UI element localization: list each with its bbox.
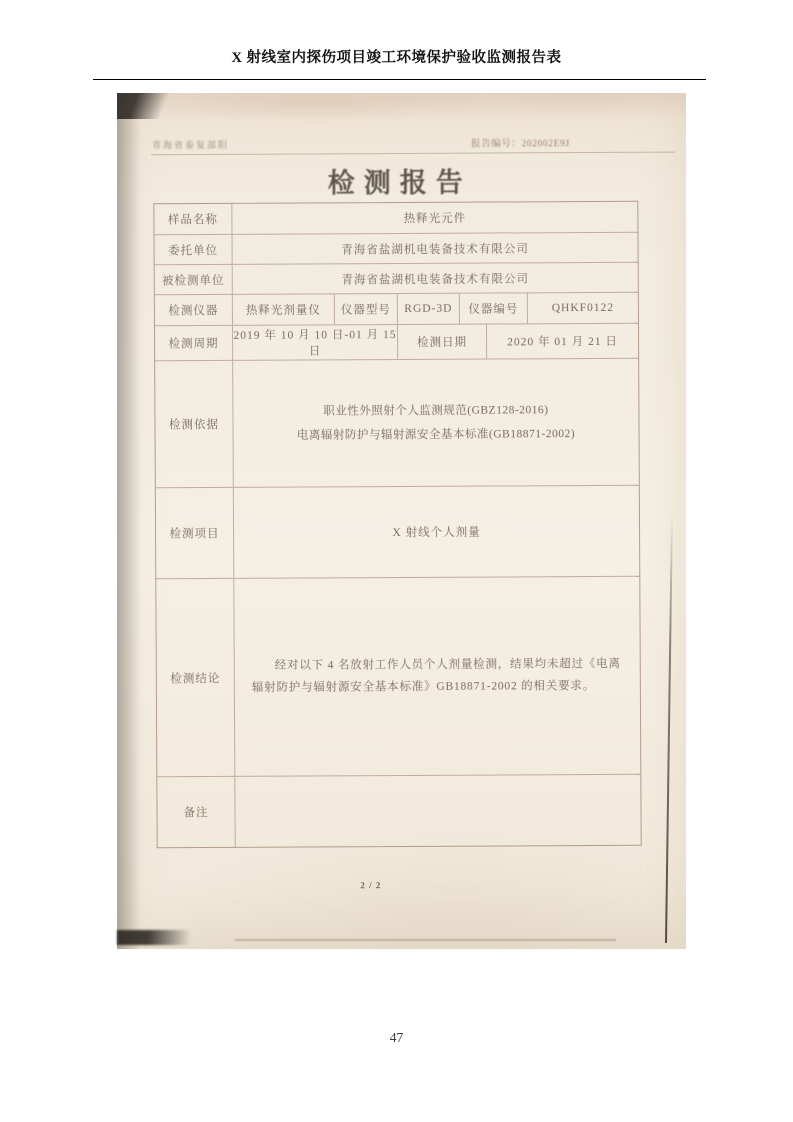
scan-page-marker: 2 / 2 (360, 880, 382, 891)
row-label: 委托单位 (155, 235, 233, 264)
instrument-name: 热释光剂量仪 (233, 294, 335, 325)
table-row-tested-unit (155, 263, 638, 296)
row-value: 青海省盐湖机电装备技术有限公司 (341, 272, 530, 286)
row-label: 备注 (157, 777, 235, 847)
scan-content (115, 92, 688, 951)
scan-letterhead: 青海省泰复部阳 (152, 139, 230, 151)
report-title: 检测报告 (327, 167, 472, 199)
model-value: RGD-3D (398, 294, 460, 324)
table-row-instrument (155, 293, 638, 327)
date-value: 2020 年 01 月 21 日 (507, 335, 619, 349)
table-row-remarks (157, 775, 640, 848)
row-label: 检测结论 (156, 579, 235, 776)
serial-value: QHKF0122 (551, 301, 615, 315)
table-row-client (155, 233, 638, 266)
document-page-number: 47 (389, 1030, 404, 1045)
row-value: 青海省盐湖机电装备技术有限公司 (341, 242, 529, 256)
row-label: 被检测单位 (155, 265, 233, 294)
row-label: 检测周期 (155, 326, 233, 360)
date-label: 检测日期 (398, 325, 487, 359)
row-value: 热释光元件 (403, 212, 467, 225)
scanned-report-image (117, 93, 686, 949)
header-divider-line (93, 79, 706, 80)
report-table (153, 201, 641, 849)
table-row-basis (155, 359, 639, 489)
scan-letterhead-underline (151, 152, 675, 156)
table-row-conclusion (156, 577, 640, 778)
basis-line-1: 职业性外照射个人监测规范(GBZ128-2016) (323, 404, 549, 418)
serial-label: 仪器编号 (460, 293, 528, 323)
items-value: X 射线个人剂量 (392, 526, 481, 540)
table-row-items (156, 486, 639, 580)
remarks-value (235, 775, 640, 847)
row-label: 检测项目 (156, 488, 234, 578)
scan-report-number: 报告编号：202002E9J (471, 139, 570, 150)
period-value: 2019 年 10 月 10 日-01 月 15 日 (233, 325, 398, 360)
row-label: 样品名称 (154, 204, 232, 234)
row-label: 检测仪器 (155, 295, 233, 325)
table-row-period (155, 324, 638, 362)
table-row-sample-name (154, 202, 637, 236)
row-label: 检测依据 (155, 361, 234, 487)
model-label: 仪器型号 (335, 294, 398, 324)
document-header-title: X 射线室内探伤项目竣工环境保护验收监测报告表 (231, 50, 562, 66)
conclusion-value: 经对以下 4 名放射工作人员个人剂量检测，结果均未超过《电离辐射防护与辐射源安全基本标准》GB18871-2002 的相关要求。 (251, 657, 621, 694)
basis-value (233, 359, 639, 487)
basis-line-2: 电离辐射防护与辐射源安全基本标准(GB18871-2002) (296, 428, 576, 442)
